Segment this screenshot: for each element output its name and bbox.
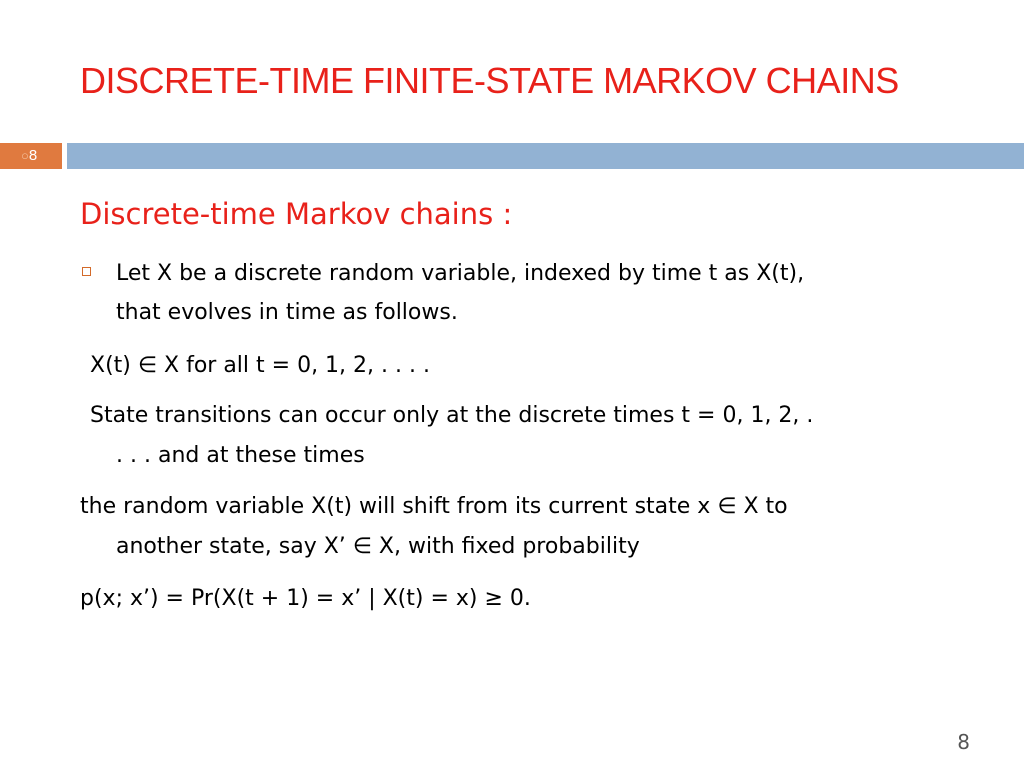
transitions-line-1: State transitions can occur only at the discrete times t = 0, 1, 2, . — [90, 403, 814, 428]
section-heading: Discrete-time Markov chains : — [80, 197, 513, 231]
bullet-text-line-2: that evolves in time as follows. — [116, 300, 458, 325]
page-number: 8 — [957, 730, 970, 754]
slide-title: DISCRETE-TIME FINITE-STATE MARKOV CHAINS — [80, 60, 899, 101]
transitions-line-2: . . . and at these times — [116, 443, 365, 468]
bullet-text-line-1: Let X be a discrete random variable, indexed by time t as X(t), — [116, 261, 805, 286]
shift-line-2: another state, say X’ ∈ X, with fixed probability — [116, 534, 640, 559]
slide-number: 8 — [28, 147, 38, 164]
state-space-line: X(t) ∈ X for all t = 0, 1, 2, . . . . — [90, 353, 430, 378]
probability-formula: p(x; x’) = Pr(X(t + 1) = x’ | X(t) = x) ≥ 0. — [80, 586, 531, 611]
slide-number-badge — [21, 143, 37, 169]
header-divider-band — [67, 143, 1024, 169]
circle-icon: ○ — [21, 148, 29, 163]
shift-line-1: the random variable X(t) will shift from its current state x ∈ X to — [80, 494, 788, 519]
hollow-square-icon — [82, 267, 91, 276]
